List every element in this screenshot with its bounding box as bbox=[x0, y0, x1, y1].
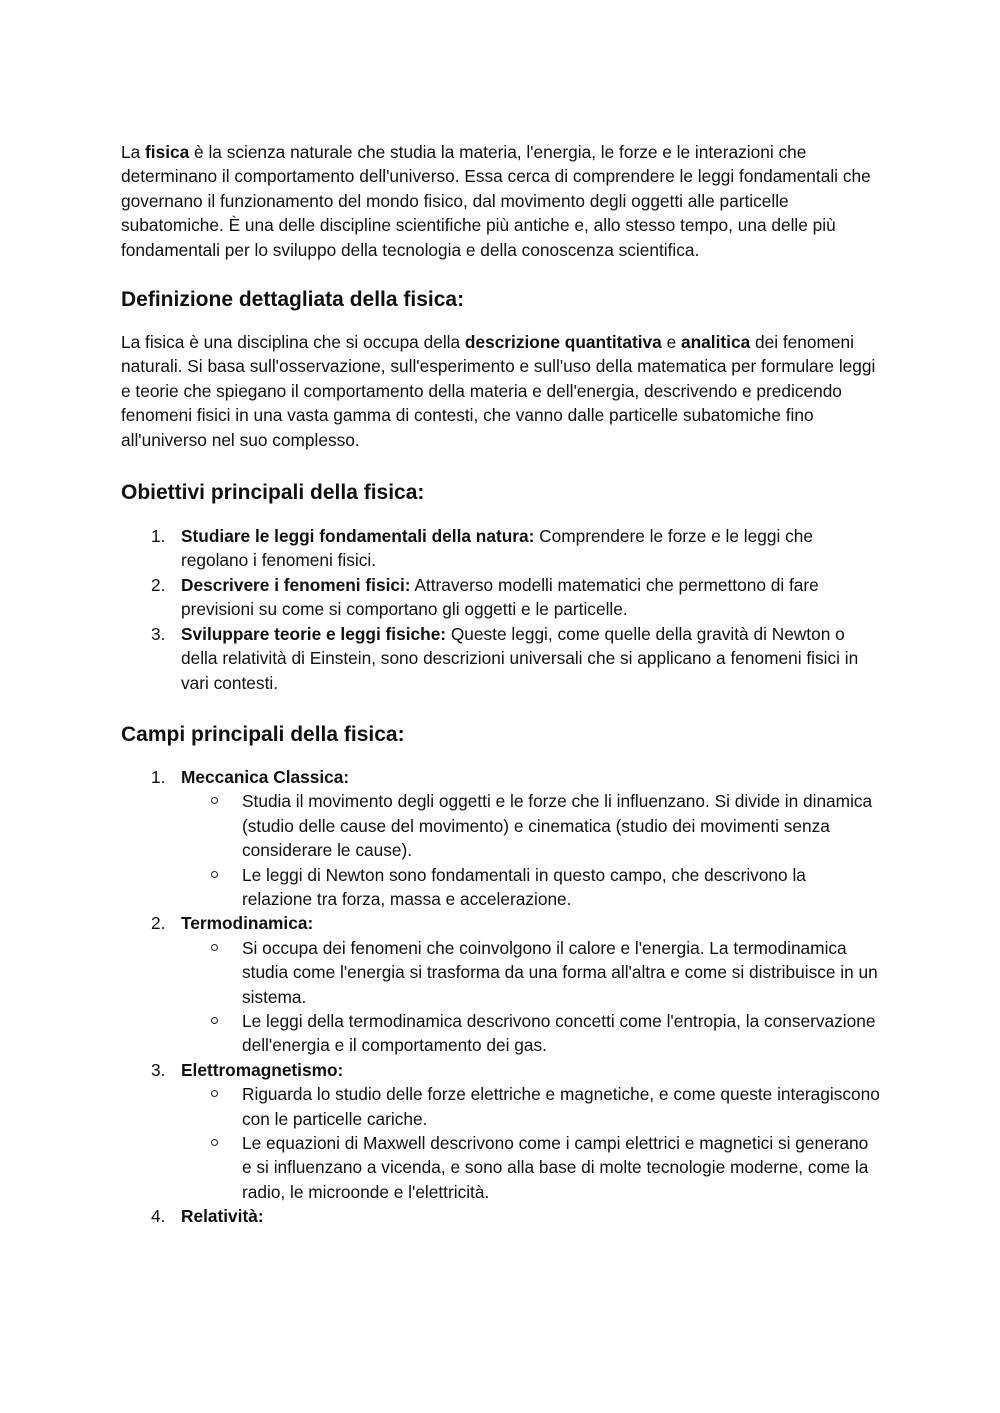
def-bold-1: descrizione quantitativa bbox=[464, 332, 662, 353]
list-number: 1. bbox=[151, 526, 166, 547]
definizione-paragraph bbox=[121, 330, 880, 452]
sub-item-text: Si occupa dei fenomeni che coinvolgono il calore e l'energia. La termodinamica studia come l'energia si trasforma da una forma all'altra e come si distribuisce in un sistema. bbox=[242, 937, 878, 1007]
sub-list bbox=[181, 1082, 880, 1204]
list-number: 3. bbox=[151, 623, 166, 644]
item-title: Sviluppare teorie e leggi fisiche: bbox=[181, 623, 447, 644]
obiettivi-heading: Obiettivi principali della fisica: bbox=[121, 481, 425, 505]
sub-item-text: Studia il movimento degli oggetti e le forze che li influenzano. Si divide in dinamica (studio delle cause del movimento) e cinematica (studio dei movimenti senza considerare le cause). bbox=[242, 791, 873, 861]
campi-item-termodinamica bbox=[121, 911, 880, 1057]
intro-paragraph bbox=[121, 140, 880, 262]
obiettivi-item bbox=[121, 622, 880, 695]
hollow-circle-bullet-icon bbox=[211, 871, 218, 878]
sub-item-text: Le leggi di Newton sono fondamentali in questo campo, che descrivono la relazione tra forza, massa e accelerazione. bbox=[242, 864, 806, 909]
def-bold-2: analitica bbox=[681, 332, 751, 353]
item-title: Descrivere i fenomeni fisici: bbox=[181, 574, 411, 595]
sub-item-text: Le equazioni di Maxwell descrivono come i campi elettrici e magnetici si generano e si influenzano a vicenda, e sono alla base di molte tecnologie moderne, come la radio, le microonde e l'elettricità. bbox=[242, 1133, 869, 1202]
obiettivi-list bbox=[121, 524, 880, 695]
sub-list bbox=[181, 789, 880, 911]
def-text-2: e bbox=[661, 332, 682, 353]
intro-bold-fisica: fisica bbox=[145, 142, 190, 162]
list-number: 4. bbox=[151, 1206, 166, 1227]
item-title: Elettromagnetismo: bbox=[181, 1059, 344, 1080]
obiettivi-item bbox=[121, 524, 880, 573]
sub-list-item bbox=[181, 789, 880, 862]
item-title: Relatività: bbox=[181, 1206, 264, 1227]
def-text-3: dei fenomeni naturali. Si basa sull'osservazione, sull'esperimento e sull'uso della matematica per formulare leggi e teorie che spiegano il comportamento della materia e dell'energia, descrivendo e predicendo fenomeni fisici in una vasta gamma di contesti, che vanno dalle particelle subatomiche fino all'universo nel suo complesso. bbox=[121, 332, 876, 450]
obiettivi-item bbox=[121, 573, 880, 622]
campi-item-elettromagnetismo bbox=[121, 1058, 880, 1204]
sub-list bbox=[181, 936, 880, 1058]
item-text: Comprendere le forze e le leggi che regolano i fenomeni fisici. bbox=[181, 526, 813, 571]
list-number: 2. bbox=[151, 913, 166, 934]
hollow-circle-bullet-icon bbox=[211, 1139, 218, 1146]
list-number: 1. bbox=[151, 766, 166, 787]
campi-item-relativita bbox=[121, 1204, 880, 1228]
sub-list-item bbox=[181, 1131, 880, 1204]
sub-list-item bbox=[181, 936, 880, 1009]
definizione-heading: Definizione dettagliata della fisica: bbox=[121, 288, 465, 312]
intro-text-rest: è la scienza naturale che studia la materia, l'energia, le forze e le interazioni che determinano il comportamento dell'universo. Essa cerca di comprendere le leggi fondamentali che governano il funzionamento del mondo fisico, dal movimento degli oggetti alle particelle subatomiche. È una delle discipline scientifiche più antiche e, allo stesso tempo, una delle più fondamentali per lo sviluppo della tecnologia e della conoscenza scientifica. bbox=[121, 142, 871, 260]
sub-list-item bbox=[181, 863, 880, 912]
item-title: Studiare le leggi fondamentali della natura: bbox=[181, 526, 535, 547]
hollow-circle-bullet-icon bbox=[211, 1017, 218, 1024]
sub-list-item bbox=[181, 1009, 880, 1058]
sub-list-item bbox=[181, 1082, 880, 1131]
campi-list bbox=[121, 765, 880, 1229]
item-text: Queste leggi, come quelle della gravità di Newton o della relatività di Einstein, sono descrizioni universali che si applicano a fenomeni fisici in vari contesti. bbox=[181, 623, 859, 693]
hollow-circle-bullet-icon bbox=[211, 944, 218, 951]
item-title: Termodinamica: bbox=[181, 913, 314, 934]
list-number: 2. bbox=[151, 574, 166, 595]
item-text: Attraverso modelli matematici che permettono di fare previsioni su come si comportano gli oggetti e le particelle. bbox=[181, 574, 819, 620]
sub-item-text: Riguarda lo studio delle forze elettriche e magnetiche, e come queste interagiscono con le particelle cariche. bbox=[242, 1084, 880, 1129]
campi-heading: Campi principali della fisica: bbox=[121, 722, 405, 746]
campi-item-meccanica bbox=[121, 765, 880, 911]
list-number: 3. bbox=[151, 1059, 166, 1080]
sub-item-text: Le leggi della termodinamica descrivono concetti come l'entropia, la conservazione dell'energia e il comportamento dei gas. bbox=[242, 1010, 876, 1056]
item-title: Meccanica Classica: bbox=[181, 766, 350, 787]
hollow-circle-bullet-icon bbox=[211, 1090, 218, 1097]
intro-text: La bbox=[121, 142, 146, 162]
hollow-circle-bullet-icon bbox=[211, 797, 218, 804]
def-text-1: La fisica è una disciplina che si occupa della bbox=[121, 332, 465, 353]
